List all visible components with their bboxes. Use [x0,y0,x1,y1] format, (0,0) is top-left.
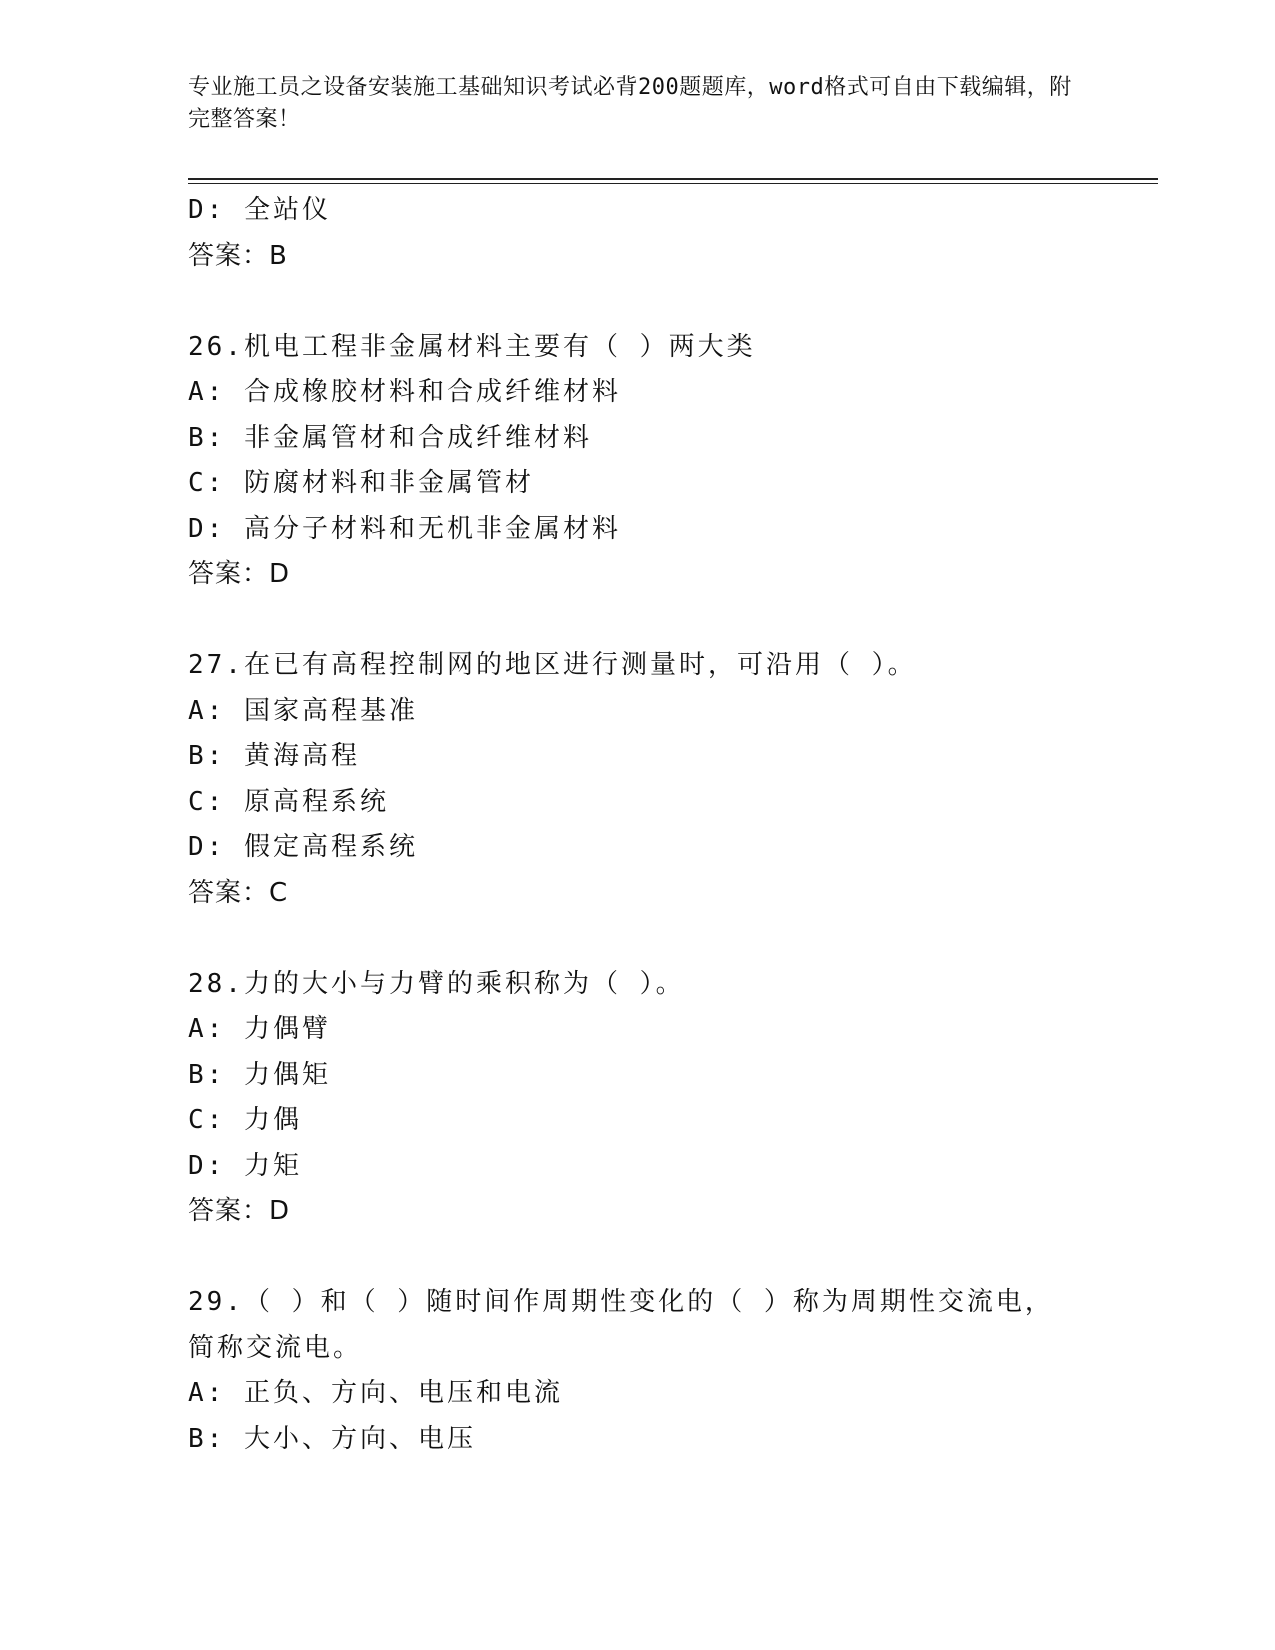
question-27-text: 27.在已有高程控制网的地区进行测量时，可沿用（ ）。 [188,650,917,680]
question-28-text: 28.力的大小与力臂的乘积称为（ ）。 [188,968,685,999]
header-divider-thick [188,178,1158,180]
spacer [188,1235,1158,1281]
question-28-answer: 答案：D [188,1196,291,1226]
question-26-option-d: D: 高分子材料和无机非金属材料 [188,513,621,544]
question-28-option-d: D: 力矩 [188,1150,302,1181]
question-27-option-c: C: 原高程系统 [188,786,389,817]
question-27-option-a: A: 国家高程基准 [188,695,418,726]
question-29-text: 29.（ ）和（ ）随时间作周期性变化的（ ）称为周期性交流电，简称交流电。 [188,1287,1054,1363]
question-26-answer: 答案：D [188,559,291,589]
document-page [188,0,1158,1650]
spacer [188,279,1158,325]
question-28-option-c: C: 力偶 [188,1105,302,1135]
question-29-option-a: A: 正负、方向、电压和电流 [188,1378,563,1408]
question-28-option-a: A: 力偶臂 [188,1014,331,1044]
header-divider-thin [188,183,1158,184]
question-27-option-b: B: 黄海高程 [188,741,360,771]
question-list [188,188,1158,1462]
question-26-option-a: A: 合成橡胶材料和合成纤维材料 [188,377,621,407]
question-27-option-d: D: 假定高程系统 [188,832,418,862]
page-header-title: 专业施工员之设备安装施工基础知识考试必背200题题库，word格式可自由下载编辑，附完整答案！ [188,75,1072,132]
question-26-option-c: C: 防腐材料和非金属管材 [188,468,534,498]
question-29-option-b: B: 大小、方向、电压 [188,1423,476,1454]
spacer [188,598,1158,644]
spacer [188,916,1158,962]
question-28-option-b: B: 力偶矩 [188,1059,331,1090]
question-27-answer: 答案：C [188,877,289,908]
question-26-option-b: B: 非金属管材和合成纤维材料 [188,422,592,453]
prev-option-d: D: 全站仪 [188,195,331,225]
prev-answer: 答案：B [188,240,288,271]
question-26-text: 26.机电工程非金属材料主要有（ ）两大类 [188,331,756,362]
